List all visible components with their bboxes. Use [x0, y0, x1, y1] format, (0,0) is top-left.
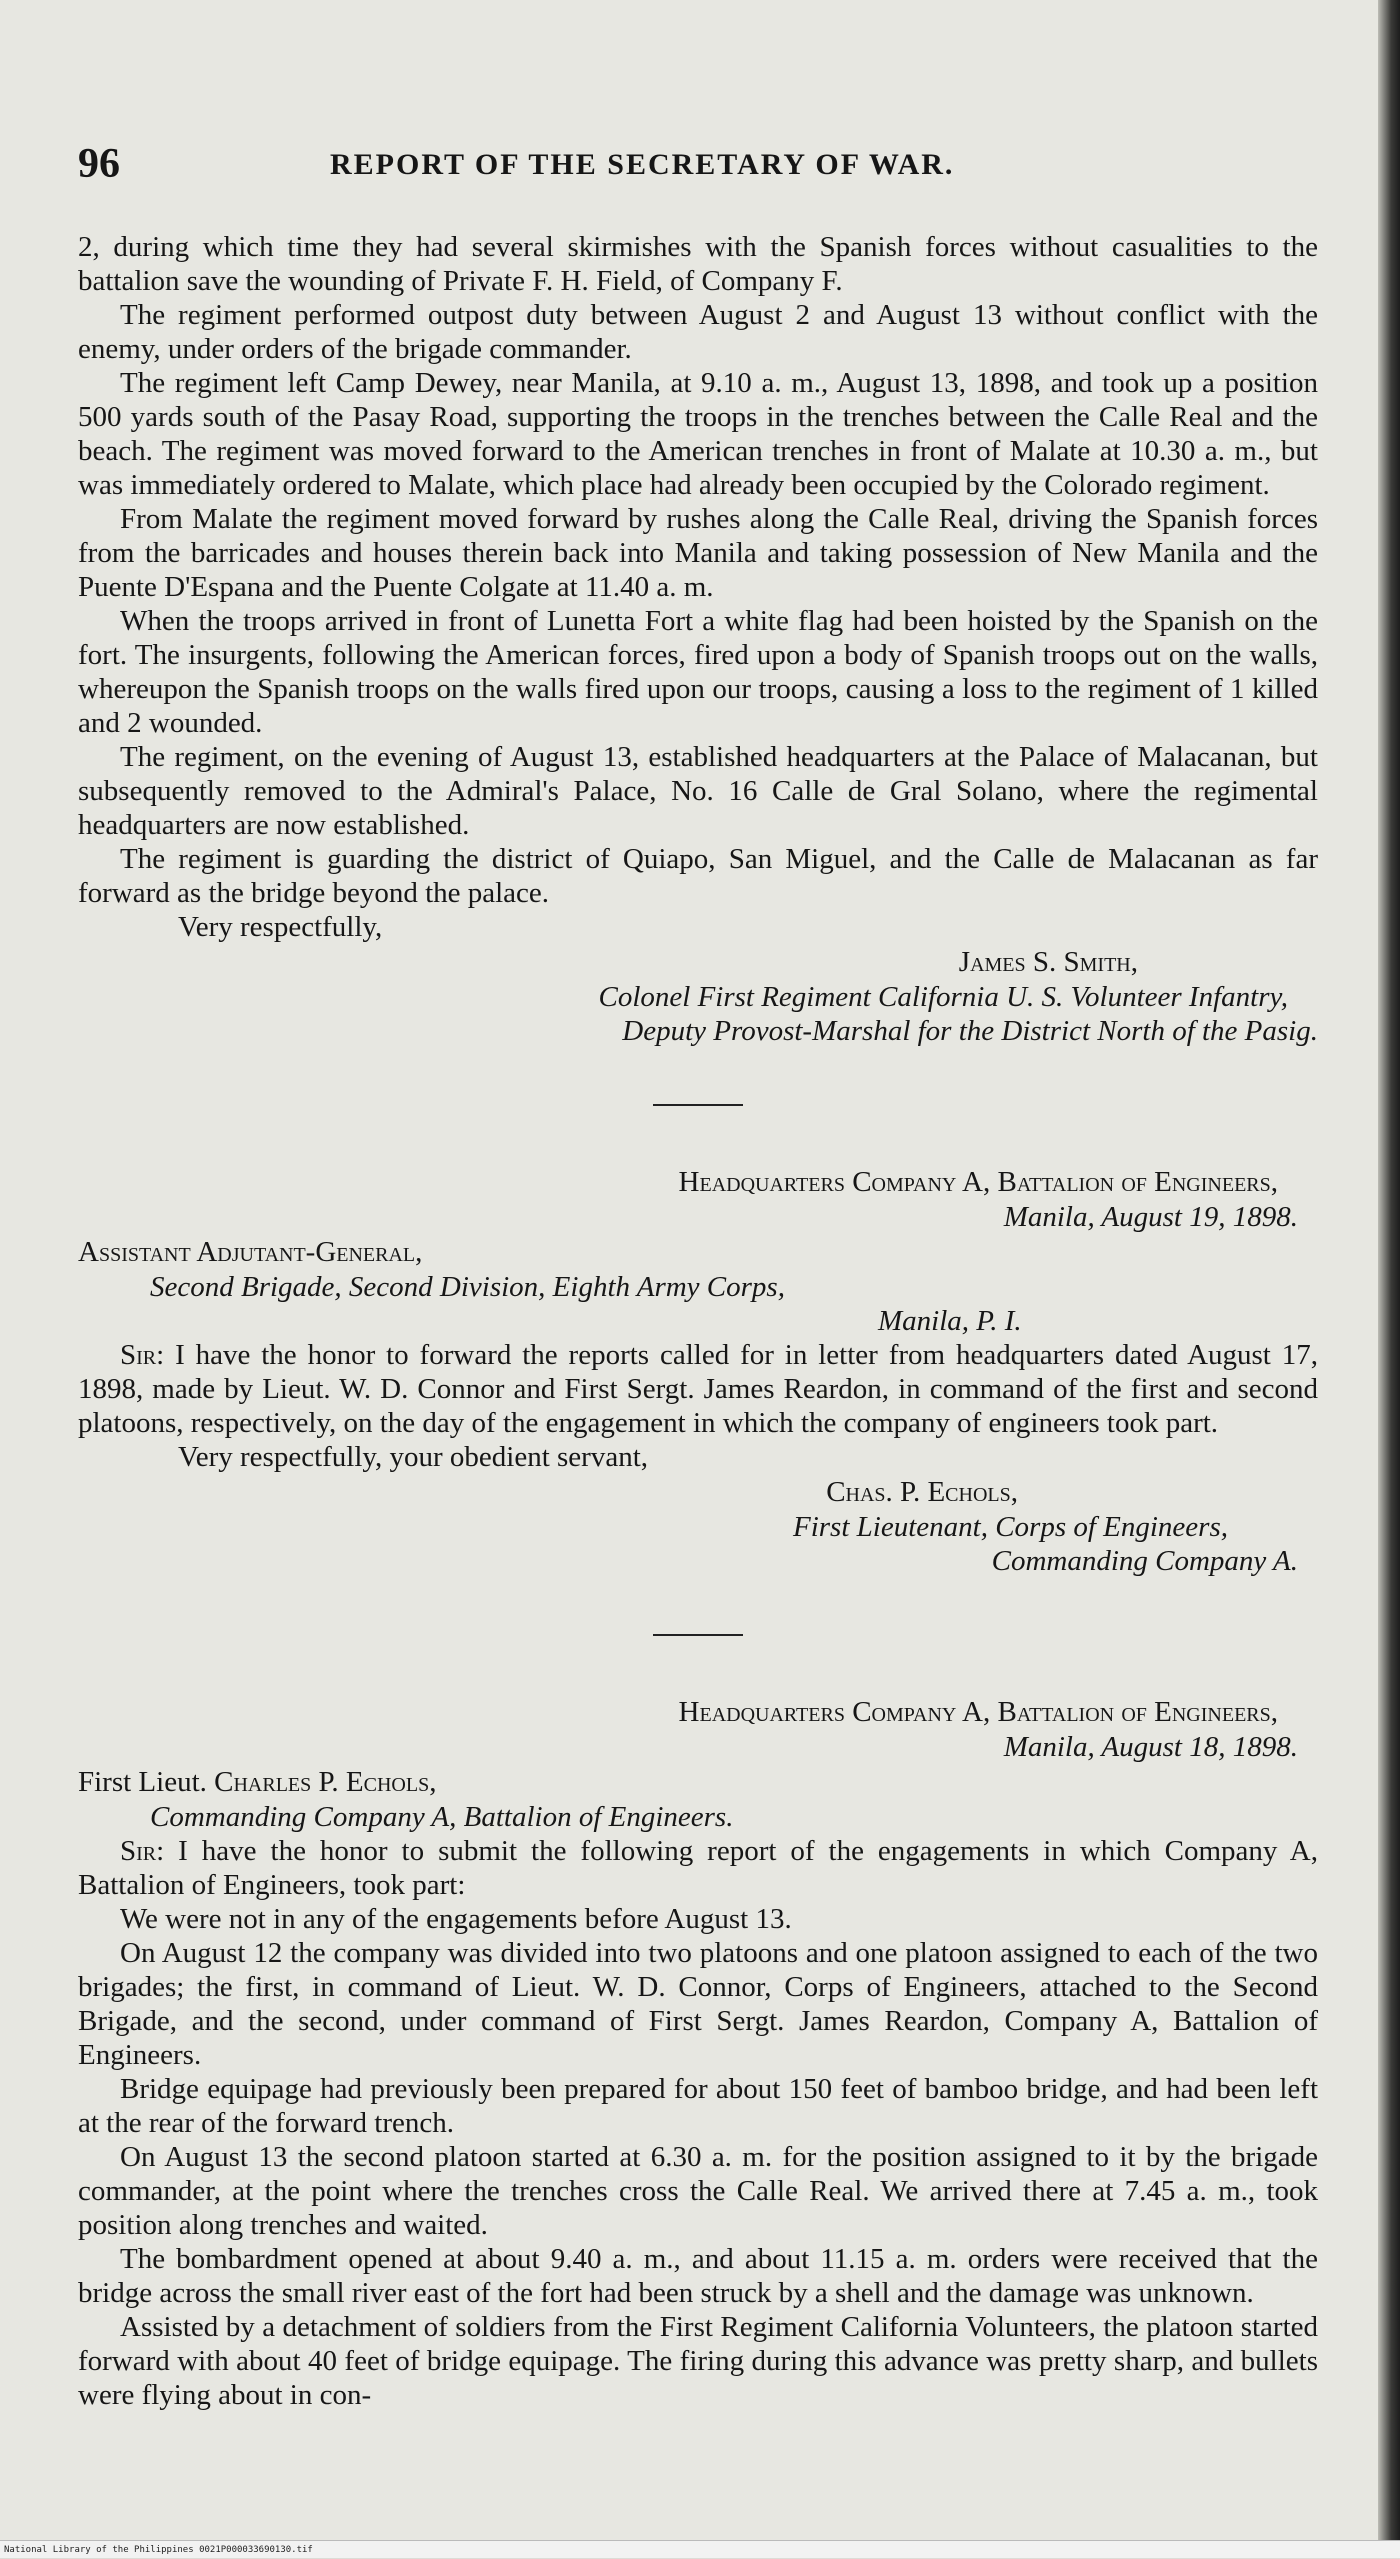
paragraph: When the troops arrived in front of Lunetta Fort a white flag had been hoisted by the Spanish on the fort. The insurgents, following the American forces, fired upon a body of Spanish troops out on the walls, whereupon the Spanish troops on the walls fired upon our troops, causing a loss to the regiment of 1 killed and 2 wounded. [78, 605, 1318, 739]
letter-heading: Headquarters Company A, Battalion of Engineers, [678, 1166, 1278, 1198]
addressee-line: Second Brigade, Second Division, Eighth Army Corps, [150, 1271, 785, 1303]
addressee: Assistant Adjutant-General, [78, 1236, 423, 1268]
addressee-line: Commanding Company A, Battalion of Engineers. [150, 1801, 734, 1833]
page-binding-edge [1378, 0, 1400, 2540]
report-california-regiment [78, 230, 1318, 1048]
section-divider [653, 1104, 743, 1106]
paragraph: The bombardment opened at about 9.40 a. m., and about 11.15 a. m. orders were received that the bridge across the small river east of the fort had been struck by a shell and the damage was unknown. [78, 2243, 1318, 2309]
signature-title: Commanding Company A. [991, 1545, 1298, 1577]
signature-title: Colonel First Regiment California U. S. Volunteer Infantry, [598, 981, 1288, 1013]
paragraph: On August 12 the company was divided into two platoons and one platoon assigned to each of the two brigades; the first, in command of Lieut. W. D. Connor, Corps of Engineers, attached to the Second Brigade, and the second, under command of First Sergt. James Reardon, Company A, Battalion of Engineers. [78, 1937, 1318, 2071]
letter-forwarding-reports [78, 1164, 1318, 1578]
paragraph: The regiment performed outpost duty between August 2 and August 13 without conflict with the enemy, under orders of the brigade commander. [78, 299, 1318, 365]
page-header [78, 140, 1318, 230]
signature-title: Deputy Provost-Marshal for the District North of the Pasig. [622, 1015, 1318, 1047]
paragraph: Bridge equipage had previously been prepared for about 150 feet of bamboo bridge, and had been left at the rear of the forward trench. [78, 2073, 1318, 2139]
paragraph: Assisted by a detachment of soldiers from the First Regiment California Volunteers, the platoon started forward with about 40 feet of bridge equipage. The firing during this advance was pretty sharp, and bullets were flying about in con- [78, 2311, 1318, 2411]
page-number: 96 [78, 141, 120, 187]
addressee-name: Charles P. Echols, [214, 1766, 437, 1798]
paragraph: We were not in any of the engagements before August 13. [120, 1903, 792, 1935]
letter-date: Manila, August 18, 1898. [1003, 1731, 1298, 1763]
signature-title: First Lieutenant, Corps of Engineers, [793, 1511, 1228, 1543]
addressee [78, 1764, 1318, 1800]
salutation: Sir: [120, 1339, 165, 1371]
report-company-a-engineers [78, 1694, 1318, 2412]
signature-name: Chas. P. Echols, [826, 1476, 1018, 1508]
addressee-line: Manila, P. I. [878, 1305, 1022, 1337]
paragraph: On August 13 the second platoon started at 6.30 a. m. for the position assigned to it by the brigade commander, at the point where the trenches cross the Calle Real. We arrived there at 7.45 a. m., took position along trenches and waited. [78, 2141, 1318, 2241]
addressee-prefix: First Lieut. [78, 1766, 207, 1798]
body-text: I have the honor to submit the following report of the engagements in which Company A, Battalion of Engineers, took part: [78, 1835, 1318, 1901]
section-divider [653, 1634, 743, 1636]
paragraph: 2, during which time they had several skirmishes with the Spanish forces without casualities to the battalion save the wounding of Private F. H. Field, of Company F. [78, 231, 1318, 297]
letter-date: Manila, August 19, 1898. [1003, 1201, 1298, 1233]
paragraph: The regiment, on the evening of August 13, established headquarters at the Palace of Malacanan, but subsequently removed to the Admiral's Palace, No. 16 Calle de Gral Solano, where the regimental headquarters are now established. [78, 741, 1318, 841]
running-head: REPORT OF THE SECRETARY OF WAR. [330, 148, 955, 181]
salutation: Sir: [120, 1835, 165, 1867]
scan-footer: National Library of the Philippines 0021P000033690130.tif [0, 2540, 1400, 2558]
signature-name: James S. Smith, [958, 946, 1138, 978]
letter-body [78, 1338, 1318, 1440]
closing: Very respectfully, [178, 911, 383, 943]
closing: Very respectfully, your obedient servant, [178, 1441, 649, 1473]
page-content [78, 0, 1318, 2412]
body-text: I have the honor to forward the reports called for in letter from headquarters dated August 17, 1898, made by Lieut. W. D. Connor and First Sergt. James Reardon, in command of the first and second platoons, respectively, on the day of the engagement in which the company of engineers took part. [78, 1339, 1318, 1439]
paragraph: From Malate the regiment moved forward by rushes along the Calle Real, driving the Spanish forces from the barricades and houses therein back into Manila and taking possession of New Manila and the Puente D'Espana and the Puente Colgate at 11.40 a. m. [78, 503, 1318, 603]
paragraph: The regiment left Camp Dewey, near Manila, at 9.10 a. m., August 13, 1898, and took up a position 500 yards south of the Pasay Road, supporting the troops in the trenches between the Calle Real and the beach. The regiment was moved forward to the American trenches in front of Malate at 10.30 a. m., but was immediately ordered to Malate, which place had already been occupied by the Colorado regiment. [78, 367, 1318, 501]
letter-body [78, 1834, 1318, 1902]
paragraph: The regiment is guarding the district of Quiapo, San Miguel, and the Calle de Malacanan as far forward as the bridge beyond the palace. [78, 843, 1318, 909]
letter-heading: Headquarters Company A, Battalion of Engineers, [678, 1696, 1278, 1728]
